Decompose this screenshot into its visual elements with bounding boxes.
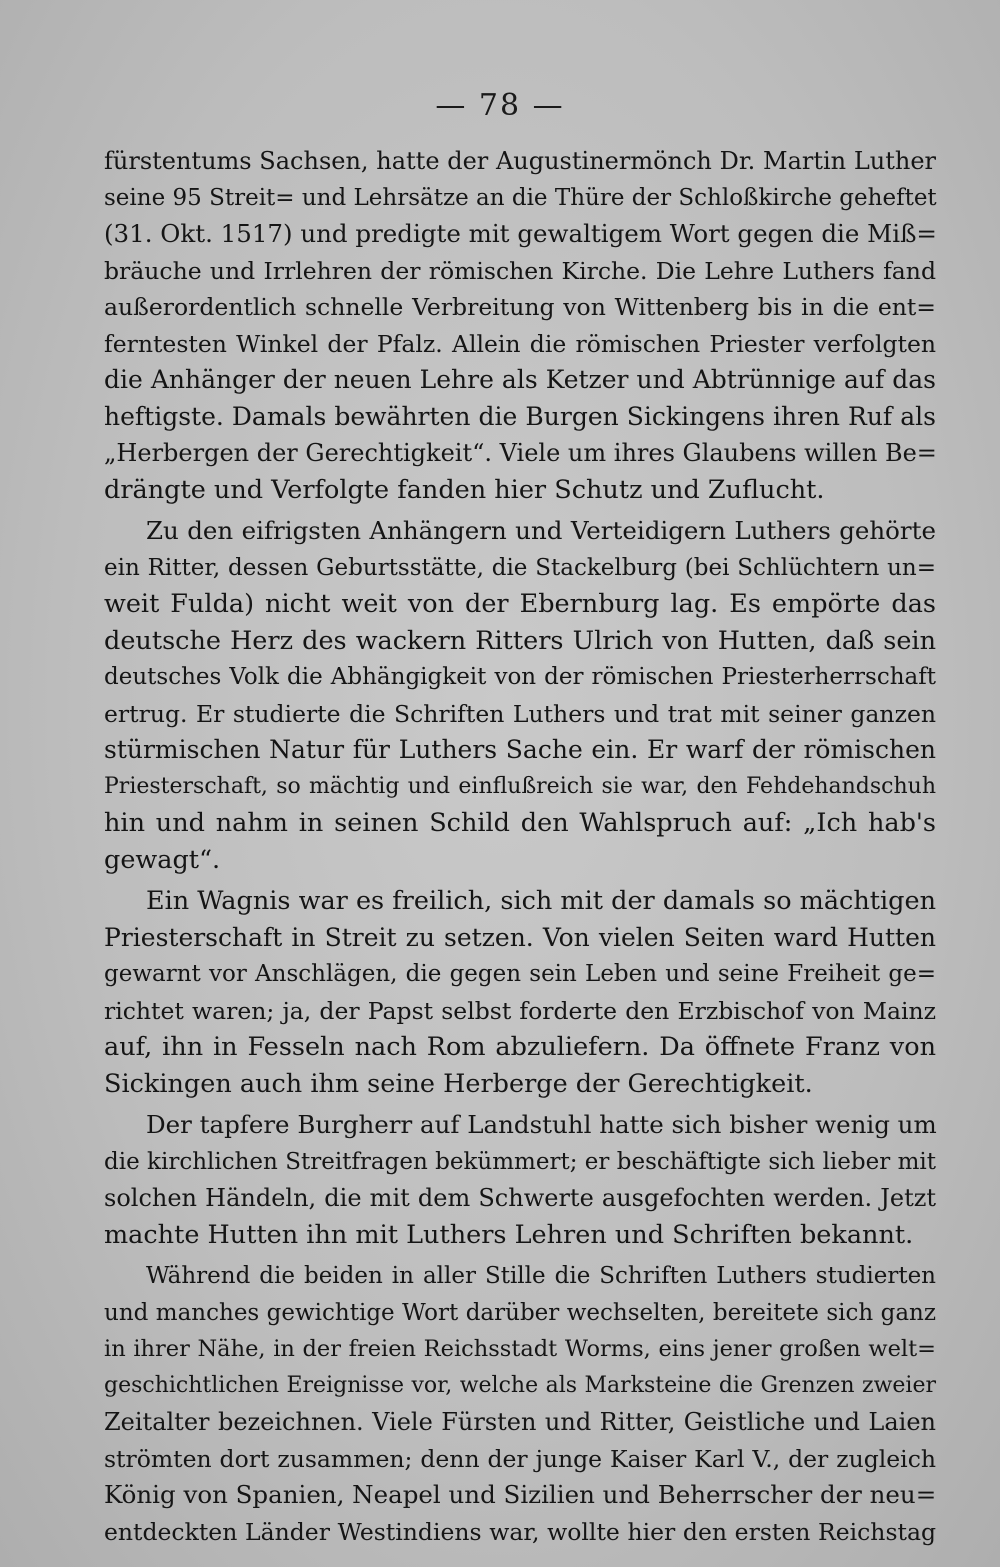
text-line: machte Hutten ihn mit Luthers Lehren und Schriften bekannt. — [104, 1219, 914, 1250]
text-line: Ein Wagnis war es freilich, sich mit der damals so mächtigen — [146, 886, 936, 916]
text-line: die kirchlichen Streitfragen bekümmert; er beschäftigte sich lieber mit — [104, 1148, 936, 1175]
text-line: hin und nahm in seinen Schild den Wahlspruch auf: „Ich hab's — [104, 808, 936, 838]
text-line: Sickingen auch ihm seine Herberge der Gerechtigkeit. — [104, 1068, 813, 1099]
text-line: weit Fulda) nicht weit von der Ebernburg lag. Es empörte das — [104, 589, 936, 619]
text-line: drängte und Verfolgte fanden hier Schutz und Zuflucht. — [104, 474, 825, 505]
text-line: ein Ritter, dessen Geburtsstätte, die Stackelburg (bei Schlüchtern un= — [104, 554, 936, 581]
body-text — [104, 143, 936, 1550]
text-line: solchen Händeln, die mit dem Schwerte ausgefochten werden. Jetzt — [104, 1184, 936, 1212]
text-line: in ihrer Nähe, in der freien Reichsstadt Worms, eins jener großen welt= — [104, 1336, 936, 1362]
text-line: stürmischen Natur für Luthers Sache ein. Er warf der römischen — [104, 735, 936, 764]
text-line: Während die beiden in aller Stille die Schriften Luthers studierten — [146, 1263, 936, 1289]
text-line: außerordentlich schnelle Verbreitung von Wittenberg bis in die ent= — [104, 293, 936, 321]
page-number: — 78 — — [435, 88, 565, 123]
text-line: heftigste. Damals bewährten die Burgen Sickingens ihren Ruf als — [104, 401, 936, 431]
text-line: die Anhänger der neuen Lehre als Ketzer und Abtrünnige auf das — [104, 365, 936, 394]
text-line: Priesterschaft in Streit zu setzen. Von vielen Seiten ward Hutten — [104, 922, 936, 952]
text-line: seine 95 Streit= und Lehrsätze an die Thüre der Schloßkirche geheftet — [104, 184, 937, 211]
text-line: ferntesten Winkel der Pfalz. Allein die römischen Priester verfolgten — [104, 329, 936, 358]
text-line: Zu den eifrigsten Anhängern und Verteidigern Luthers gehörte — [146, 516, 936, 545]
text-line: Priesterschaft, so mächtig und einflußreich sie war, den Fehdehandschuh — [104, 773, 936, 799]
text-line: König von Spanien, Neapel und Sizilien und Beherrscher der neu= — [104, 1480, 937, 1509]
text-line: deutsches Volk die Abhängigkeit von der römischen Priesterherrschaft — [104, 664, 936, 690]
text-line: strömten dort zusammen; denn der junge Kaiser Karl V., der zugleich — [104, 1444, 936, 1473]
text-line: bräuche und Irrlehren der römischen Kirche. Die Lehre Luthers fand — [104, 256, 936, 285]
text-line: fürstentums Sachsen, hatte der Augustinermönch Dr. Martin Luther — [104, 147, 936, 175]
text-line: Zeitalter bezeichnen. Viele Fürsten und Ritter, Geistliche und Laien — [104, 1408, 936, 1436]
text-line: gewarnt vor Anschlägen, die gegen sein Leben und seine Freiheit ge= — [104, 961, 936, 987]
text-line: entdeckten Länder Westindiens war, wollte hier den ersten Reichstag — [104, 1517, 936, 1546]
text-line: (31. Okt. 1517) und predigte mit gewaltigem Wort gegen die Miß= — [104, 219, 937, 248]
text-line: ertrug. Er studierte die Schriften Luthers und trat mit seiner ganzen — [104, 699, 936, 728]
text-line: deutsche Herz des wackern Ritters Ulrich von Hutten, daß sein — [104, 625, 936, 656]
text-line: „Herbergen der Gerechtigkeit“. Viele um ihres Glaubens willen Be= — [104, 439, 937, 467]
text-line: geschichtlichen Ereignisse vor, welche als Marksteine die Grenzen zweier — [104, 1372, 936, 1398]
text-line: auf, ihn in Fesseln nach Rom abzuliefern. Da öffnete Franz von — [104, 1032, 936, 1062]
text-line: Der tapfere Burgherr auf Landstuhl hatte sich bisher wenig um — [146, 1110, 937, 1139]
text-line: gewagt“. — [104, 844, 221, 875]
text-line: richtet waren; ja, der Papst selbst forderte den Erzbischof von Mainz — [104, 996, 936, 1025]
text-line: und manches gewichtige Wort darüber wechselten, bereitete sich ganz — [104, 1299, 936, 1326]
